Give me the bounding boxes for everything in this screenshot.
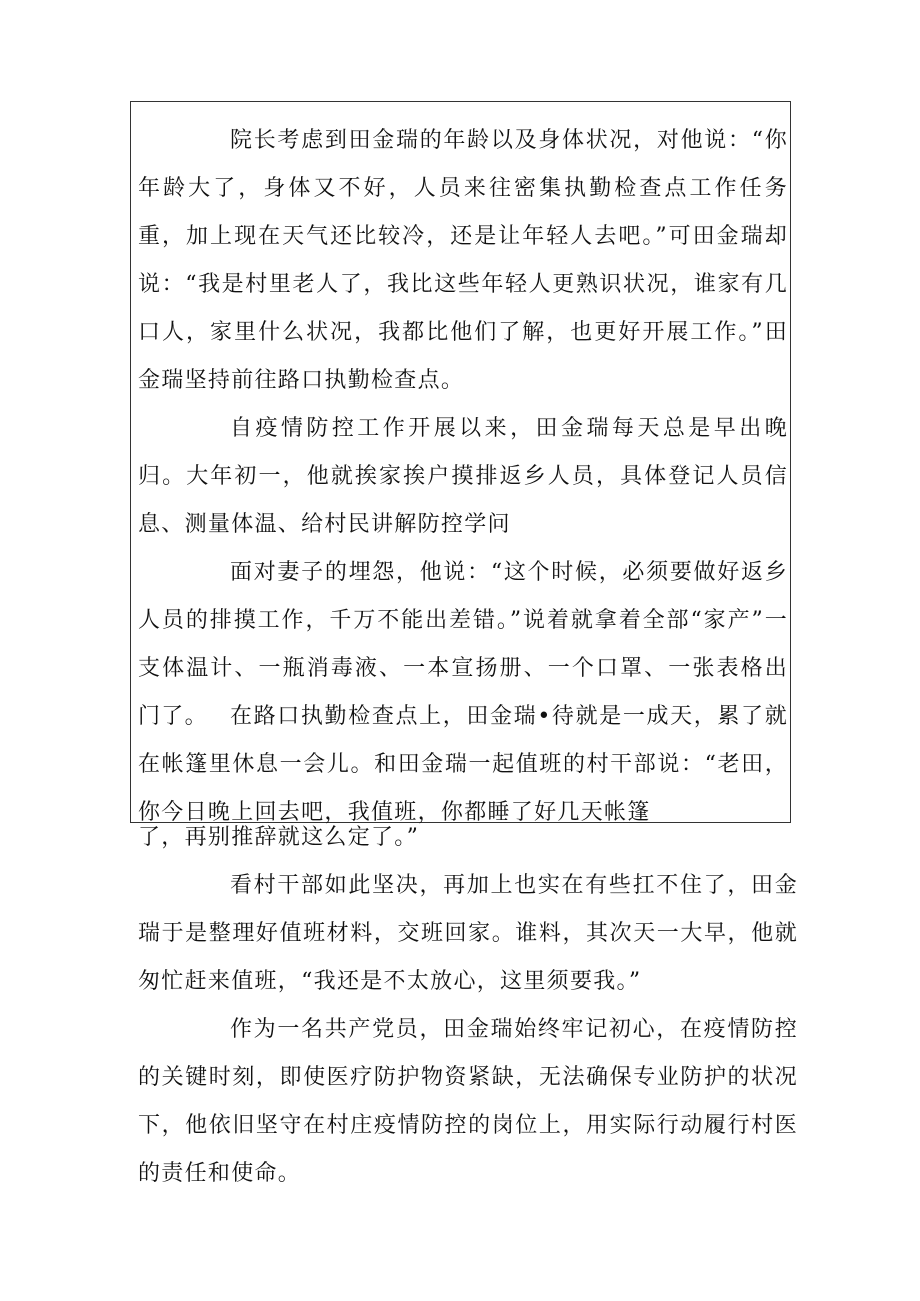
paragraph-dean-advice: 院长考虑到田金瑞的年龄以及身体状况，对他说：“你年龄大了，身体又不好，人员来往密集执勤检查点工作任务重，加上现在天气还比较冷，还是让年轻人去吧。”可田金瑞却说：“我是村里老人了，我比这些年轻人更熟识状况，谁家有几口人，家里什么状况，我都比他们了解，也更好开展工作。”田金瑞坚持前往路口执勤检查点。 bbox=[138, 128, 788, 393]
continuation-line: 了，再别推辞就这么定了。” bbox=[138, 825, 420, 850]
paragraph-return-home: 看村干部如此坚决，再加上也实在有些扛不住了，田金瑞于是整理好值班材料，交班回家。谁料，其次天一大早，他就匆忙赶来值班，“我还是不太放心，这里须要我。” bbox=[138, 873, 798, 994]
paragraph-checkpoint-duty: 在路口执勤检查点上，田金瑞•待就是一成天，累了就在帐篷里休息一会儿。和田金瑞一起值班的村干部说：“老田，你今日晚上回去吧，我值班，你都睡了好几天帐篷 bbox=[138, 704, 788, 825]
paragraph-wife-complaint: 面对妻子的埋怨，他说：“这个时候，必须要做好返乡人员的排摸工作，千万不能出差错。”说着就拿着全部“家产”一支体温计、一瓶消毒液、一本宣扬册、一个口罩、一张表格出门了。 bbox=[138, 560, 788, 729]
paragraph-party-member: 作为一名共产党员，田金瑞始终牢记初心，在疫情防控的关键时刻，即使医疗防护物资紧缺，无法确保专业防护的状况下，他依旧坚守在村庄疫情防控的岗位上，用实际行动履行村医的责任和使命。 bbox=[138, 1017, 798, 1186]
paragraph-epidemic-work: 自疫情防控工作开展以来，田金瑞每天总是早出晚归。大年初一，他就挨家挨户摸排返乡人员，具体登记人员信息、测量体温、给村民讲解防控学问 bbox=[138, 416, 788, 537]
